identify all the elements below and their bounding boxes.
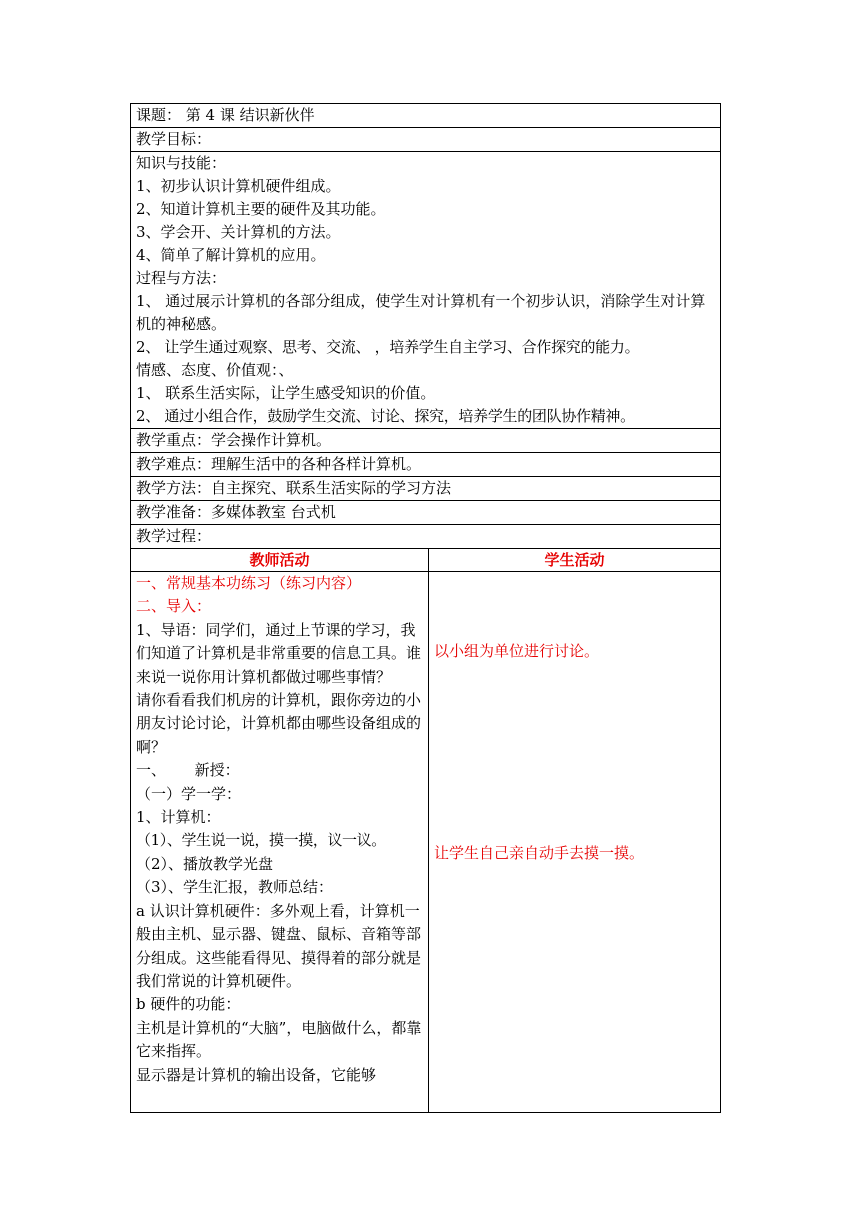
teacher-line: （一）学一学： — [136, 784, 242, 803]
lesson-plan-table — [130, 103, 721, 1113]
teacher-line: 请你看看我们机房的计算机，跟你旁边的小朋友讨论讨论，计算机都由哪些设备组成的啊？ — [136, 691, 422, 756]
teacher-line: 1、计算机： — [136, 808, 221, 827]
teacher-activity-header: 教师活动 — [131, 549, 429, 572]
student-note: 以小组为单位进行讨论。 — [434, 642, 600, 660]
lesson-title: 课题： 第 4 课 结识新伙伴 — [131, 104, 721, 128]
process-row: 教学过程： — [131, 525, 721, 549]
goals-label: 教学目标： — [131, 128, 721, 152]
key-point-row: 教学重点：学会操作计算机。 — [131, 429, 721, 453]
goal-line: 1、初步认识计算机硬件组成。 — [136, 177, 341, 195]
goal-line: 2、知道计算机主要的硬件及其功能。 — [136, 200, 386, 218]
student-activity-header: 学生活动 — [429, 549, 721, 572]
teacher-line: （3）、学生汇报，教师总结： — [136, 878, 334, 897]
teacher-line: （1）、学生说一说，摸一摸，议一议。 — [136, 831, 386, 850]
goals-cell — [131, 152, 721, 429]
teacher-line: b 硬件的功能： — [136, 995, 241, 1014]
goal-line: 1、 联系生活实际，让学生感受知识的价值。 — [136, 384, 436, 402]
teacher-line: 一、常规基本功练习（练习内容） — [136, 574, 362, 592]
teacher-line: a 认识计算机硬件：多外观上看，计算机一般由主机、显示器、键盘、鼠标、音箱等部分组成。这些能看得见、摸得着的部分就是我们常说的计算机硬件。 — [136, 901, 422, 990]
teacher-line: 一、 新授： — [136, 761, 240, 780]
student-note: 让学生自己亲自动手去摸一摸。 — [434, 844, 645, 862]
teacher-activity-cell — [131, 572, 429, 1113]
teacher-line: 显示器是计算机的输出设备，它能够 — [136, 1065, 377, 1084]
goal-line: 1、 通过展示计算机的各部分组成，使学生对计算机有一个初步认识，消除学生对计算机的神秘感。 — [136, 292, 706, 333]
goal-line: 4、简单了解计算机的应用。 — [136, 246, 326, 264]
goal-line: 3、学会开、关计算机的方法。 — [136, 223, 341, 241]
teacher-line: 二、导入： — [136, 597, 212, 616]
student-activity-cell — [429, 572, 721, 1113]
prep-row: 教学准备：多媒体教室 台式机 — [131, 501, 721, 525]
difficulty-row: 教学难点：理解生活中的各种各样计算机。 — [131, 453, 721, 477]
goal-line: 2、 通过小组合作，鼓励学生交流、讨论、探究，培养学生的团队协作精神。 — [136, 407, 635, 425]
teacher-line: （2）、播放教学光盘 — [136, 854, 274, 873]
goal-line: 情感、态度、价值观：、 — [136, 361, 294, 379]
teacher-line: 主机是计算机的“大脑”，电脑做什么，都靠它来指挥。 — [136, 1018, 422, 1061]
goal-line: 过程与方法： — [136, 269, 227, 287]
goal-line: 2、 让学生通过观察、思考、交流、 ，培养学生自主学习、合作探究的能力。 — [136, 338, 640, 356]
method-row: 教学方法：自主探究、联系生活实际的学习方法 — [131, 477, 721, 501]
teacher-line: 1、导语：同学们，通过上节课的学习，我们知道了计算机是非常重要的信息工具。谁来说一说你用计算机都做过哪些事情？ — [136, 620, 422, 686]
goal-line: 知识与技能： — [136, 154, 227, 172]
